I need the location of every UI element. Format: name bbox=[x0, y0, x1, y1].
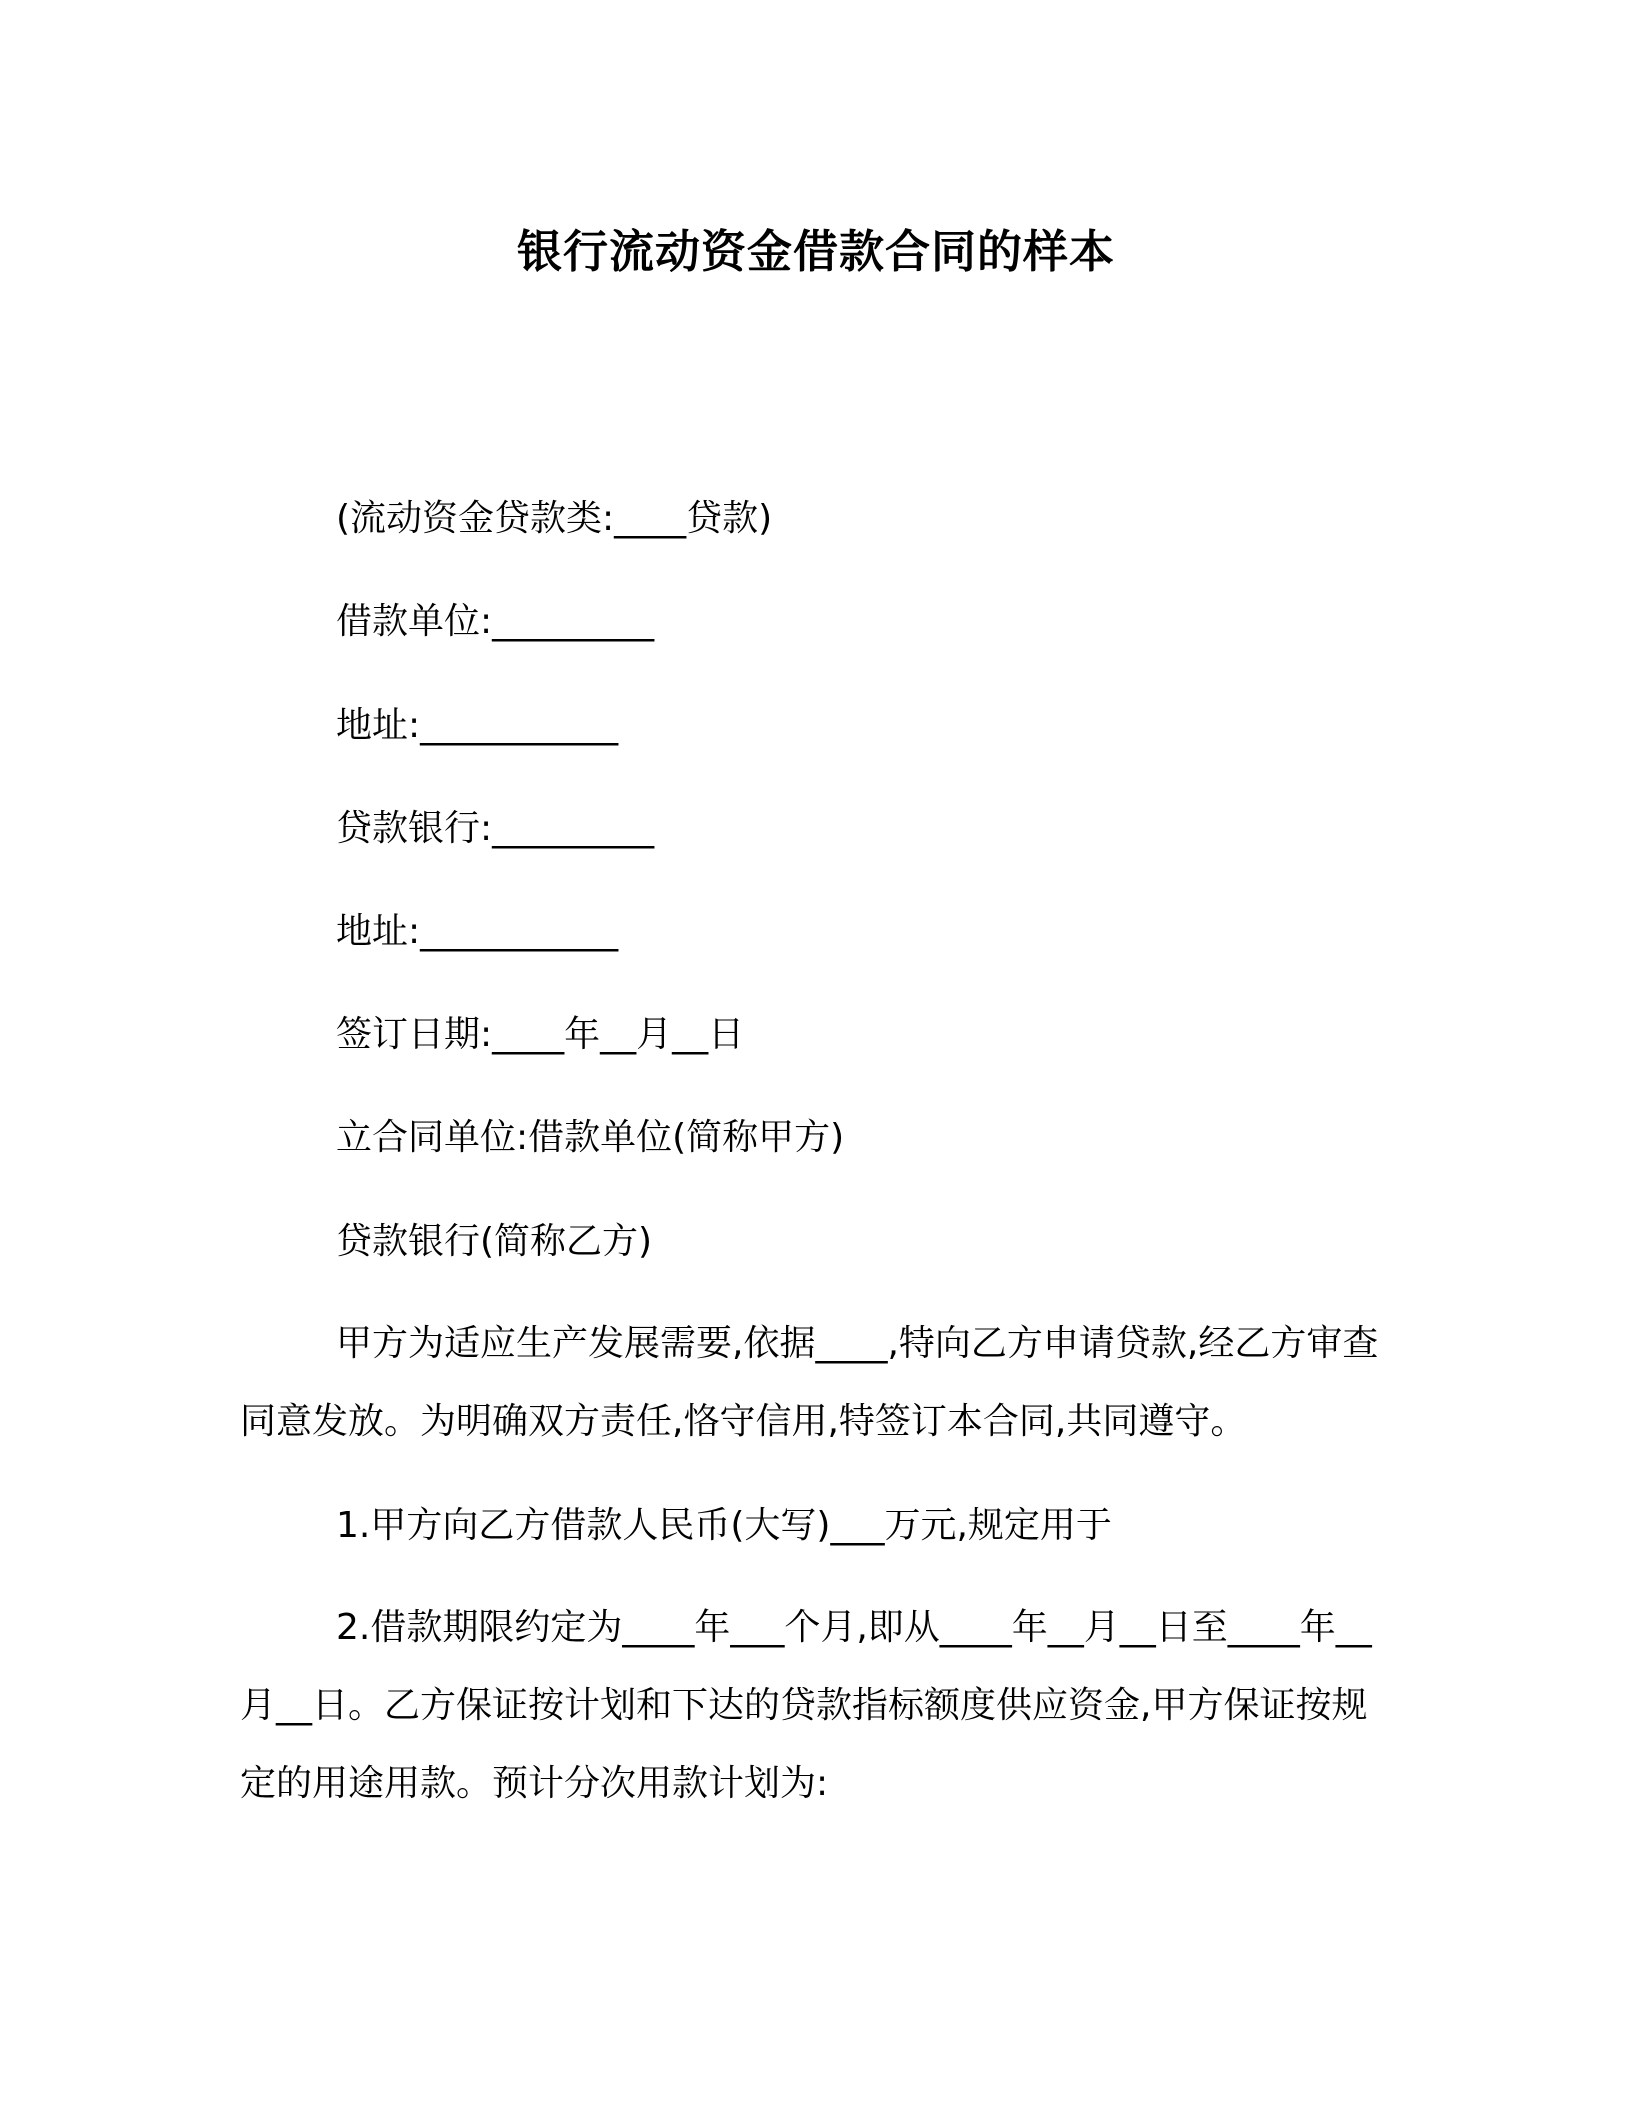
loan-type-field: (流动资金贷款类:____贷款) bbox=[336, 498, 773, 539]
borrower-field: 借款单位:_________ bbox=[336, 601, 655, 642]
intro-paragraph: 甲方为适应生产发展需要,依据____,特向乙方申请贷款,经乙方审查同意发放。为明确双方责任,恪守信用,特签订本合同,共同遵守。 bbox=[240, 1323, 1379, 1442]
party-b-field: 贷款银行(简称乙方) bbox=[336, 1221, 653, 1262]
lender-address-field: 地址:___________ bbox=[336, 911, 619, 952]
lender-field: 贷款银行:_________ bbox=[336, 808, 655, 849]
clause-2-paragraph: 2.借款期限约定为____年___个月,即从____年__月__日至____年__月__日。乙方保证按计划和下达的贷款指标额度供应资金,甲方保证按规定的用途用款。预计分次用款计划为: bbox=[240, 1607, 1372, 1804]
document-title: 银行流动资金借款合同的样本 bbox=[516, 225, 1115, 278]
sign-date-field: 签订日期:____年__月__日 bbox=[336, 1014, 745, 1055]
borrower-address-field: 地址:___________ bbox=[336, 705, 619, 746]
clause-1-paragraph: 1.甲方向乙方借款人民币(大写)___万元,规定用于 bbox=[336, 1505, 1112, 1546]
party-a-field: 立合同单位:借款单位(简称甲方) bbox=[336, 1117, 845, 1158]
